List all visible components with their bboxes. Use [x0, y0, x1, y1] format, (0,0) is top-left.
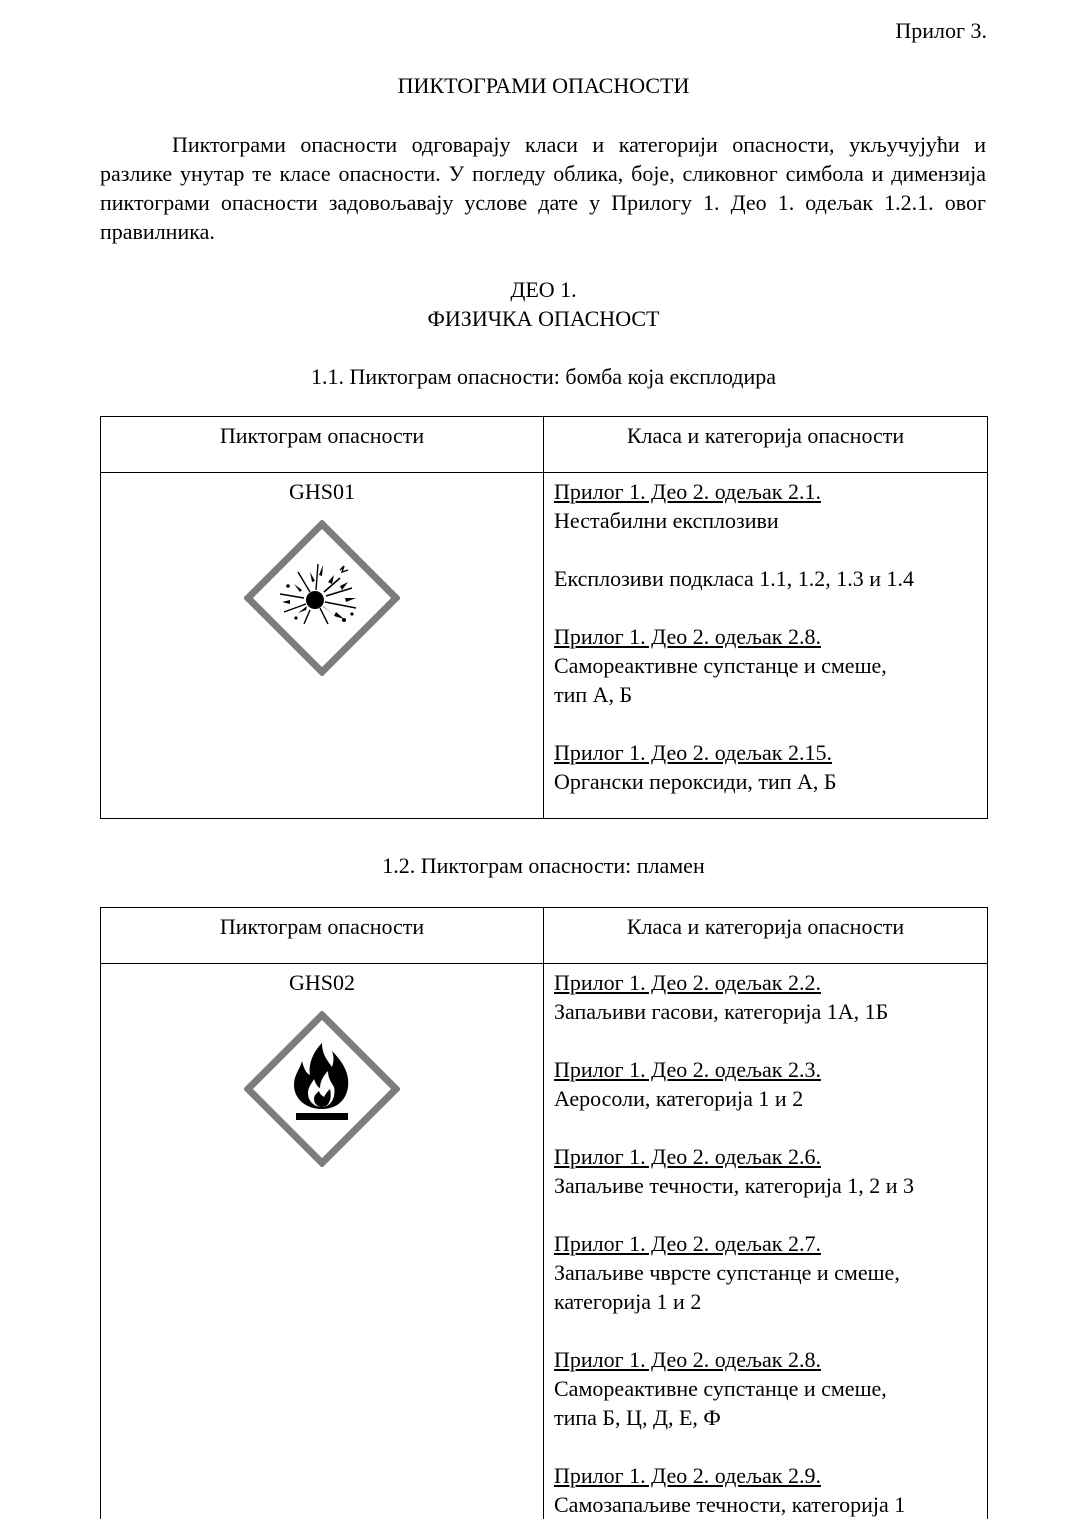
entry-reference: Прилог 1. Део 2. одељак 2.6. — [554, 1144, 821, 1169]
table-header-row — [101, 417, 988, 473]
table-header-row — [101, 908, 988, 964]
entry-description: тип А, Б — [554, 682, 633, 707]
hazard-table-ghs02 — [100, 907, 988, 1519]
hazard-table-ghs01 — [100, 416, 988, 819]
column-header-pictogram: Пиктограм опасности — [101, 908, 544, 964]
entry-description: Експлозиви подкласа 1.1, 1.2, 1.3 и 1.4 — [554, 566, 915, 591]
entry-reference: Прилог 1. Део 2. одељак 2.2. — [554, 970, 821, 995]
column-header-class: Класа и категорија опасности — [544, 417, 988, 473]
ghs-code: GHS02 — [288, 970, 355, 995]
part-heading — [0, 275, 1087, 333]
pictogram-cell — [101, 964, 544, 1520]
class-entry — [554, 1461, 977, 1519]
flame-icon — [244, 1011, 400, 1167]
entry-description: Самореактивне супстанце и смеше, — [554, 653, 887, 678]
intro-paragraph: Пиктограми опасности одговарају класи и категорији опасности, укључујући и разлике унутар те класе опасности. У погледу облика, боје, сликовног симбола и димензија пиктограми опасности задовољавају услове дате у Прилогу 1. Део 1. одељак 1.2.1. овог правилника. — [100, 132, 986, 244]
table-row — [101, 964, 988, 1520]
class-entry — [554, 1229, 977, 1316]
annex-label: Прилог 3. — [895, 18, 987, 43]
entry-reference: Прилог 1. Део 2. одељак 2.7. — [554, 1231, 821, 1256]
entry-description: Самозапаљиве течности, категорија 1 — [554, 1492, 906, 1517]
section-title-1-2: 1.2. Пиктограм опасности: пламен — [382, 853, 705, 878]
entry-reference: Прилог 1. Део 2. одељак 2.9. — [554, 1463, 821, 1488]
entry-description: Самореактивне супстанце и смеше, — [554, 1376, 887, 1401]
entry-description: Аеросоли, категорија 1 и 2 — [554, 1086, 804, 1111]
class-entry — [554, 738, 977, 796]
class-entry — [554, 564, 977, 593]
document-title: ПИКТОГРАМИ ОПАСНОСТИ — [397, 73, 690, 98]
table-row — [101, 473, 988, 819]
class-cell — [544, 473, 988, 819]
entry-description: Органски пероксиди, тип А, Б — [554, 769, 837, 794]
ghs-code: GHS01 — [288, 479, 355, 504]
pictogram-cell — [101, 473, 544, 819]
entry-reference: Прилог 1. Део 2. одељак 2.3. — [554, 1057, 821, 1082]
entry-reference: Прилог 1. Део 2. одељак 2.15. — [554, 740, 832, 765]
class-entry — [554, 968, 977, 1026]
entry-reference: Прилог 1. Део 2. одељак 2.1. — [554, 479, 821, 504]
entry-description: Запаљиве течности, категорија 1, 2 и 3 — [554, 1173, 915, 1198]
entry-description: Запаљиве чврсте супстанце и смеше, — [554, 1260, 900, 1285]
section-title-1-1: 1.1. Пиктограм опасности: бомба која експлодира — [310, 364, 777, 389]
part-name: ФИЗИЧКА ОПАСНОСТ — [427, 306, 660, 331]
class-entry — [554, 1142, 977, 1200]
column-header-pictogram: Пиктограм опасности — [101, 417, 544, 473]
exploding-bomb-icon — [244, 520, 400, 676]
column-header-class: Класа и категорија опасности — [544, 908, 988, 964]
entry-reference: Прилог 1. Део 2. одељак 2.8. — [554, 624, 821, 649]
class-entry — [554, 1345, 977, 1432]
class-entry — [554, 477, 977, 535]
part-number: ДЕО 1. — [510, 277, 577, 302]
class-entry — [554, 622, 977, 709]
class-entry — [554, 1055, 977, 1113]
entry-description: категорија 1 и 2 — [554, 1289, 702, 1314]
entry-description: типа Б, Ц, Д, Е, Ф — [554, 1405, 721, 1430]
entry-reference: Прилог 1. Део 2. одељак 2.8. — [554, 1347, 821, 1372]
class-cell — [544, 964, 988, 1520]
entry-description: Нестабилни експлозиви — [554, 508, 779, 533]
entry-description: Запаљиви гасови, категорија 1А, 1Б — [554, 999, 889, 1024]
